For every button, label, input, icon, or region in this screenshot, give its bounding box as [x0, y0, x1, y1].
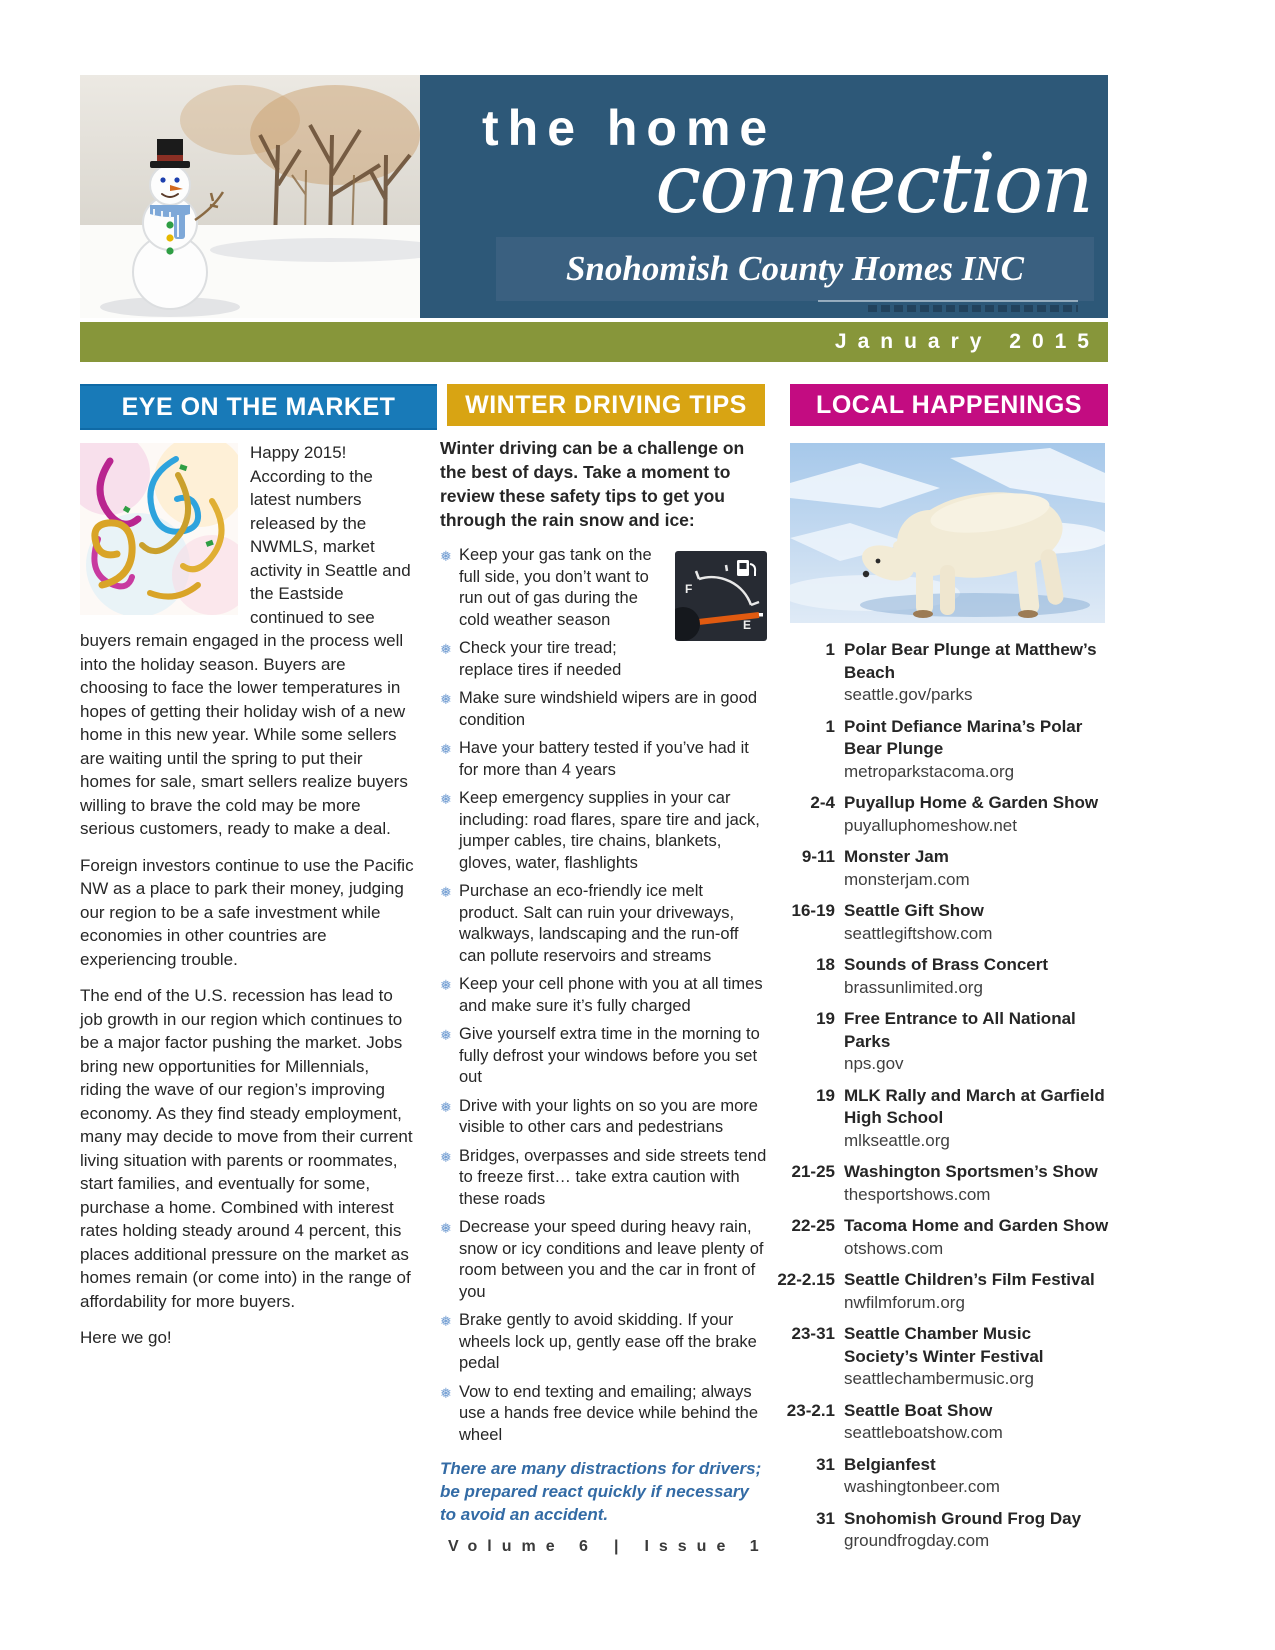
event-url: nps.gov	[844, 1054, 904, 1073]
event-row	[775, 1454, 1109, 1499]
event-title: Polar Bear Plunge at Matthew’s Beach	[844, 640, 1097, 682]
tip-item	[440, 1382, 767, 1447]
snowflake-icon: ❅	[440, 1098, 452, 1115]
event-row	[775, 792, 1109, 837]
event-row	[775, 900, 1109, 945]
tip-text: Bridges, overpasses and side streets tend to freeze first… take extra caution with these roads	[459, 1146, 767, 1208]
event-url: nwfilmforum.org	[844, 1292, 965, 1312]
tip-item	[440, 1024, 767, 1089]
company-banner	[496, 237, 1094, 301]
event-date: 23-31	[791, 1324, 835, 1343]
event-title: Puyallup Home & Garden Show	[844, 793, 1099, 812]
event-date: 22-2.15	[777, 1270, 835, 1289]
article-paragraph: Foreign investors continue to use the Pacific NW as a place to park their money, judging our region to be a safe investment while economies in other countries are experiencing trouble.	[80, 855, 414, 969]
event-row	[775, 1269, 1109, 1314]
snowflake-icon: ❅	[440, 884, 452, 900]
newsletter-title-line2: connection	[655, 137, 1092, 232]
svg-text:E: E	[743, 618, 752, 632]
snowflake-icon: ❅	[440, 1384, 452, 1401]
section-header-driving	[447, 384, 765, 426]
covered-logo-remnant	[868, 305, 1078, 312]
event-title: Free Entrance to All National Parks	[844, 1009, 1076, 1051]
section-header-market-label: EYE ON THE MARKET	[121, 392, 396, 421]
event-title: Sounds of Brass Concert	[844, 955, 1049, 974]
event-date: 19	[816, 1085, 835, 1105]
local-happenings	[775, 424, 1109, 1562]
snowflake-icon: ❅	[440, 791, 452, 807]
footer-volume: Volume 6	[448, 1538, 598, 1555]
tip-text: Decrease your speed during heavy rain, snow or icy conditions and leave plenty of room between you and the car in front of you	[459, 1218, 764, 1301]
snowflake-icon: ❅	[440, 691, 452, 707]
driving-intro: Winter driving can be a challenge on the best of days. Take a moment to review these safety tips to get you through the rain snow and ice:	[440, 438, 745, 530]
tip-text: Keep your cell phone with you at all times and make sure it’s fully charged	[459, 975, 763, 1015]
event-title: Point Defiance Marina’s Polar Bear Plunge	[844, 716, 1083, 758]
event-title: Belgianfest	[844, 1454, 936, 1474]
tip-item	[440, 1310, 767, 1375]
event-date: 2-4	[810, 793, 835, 812]
event-title: Washington Sportsmen’s Show	[844, 1162, 1098, 1181]
party-ribbons-photo	[80, 443, 238, 615]
event-date: 9-11	[801, 847, 835, 866]
event-url: seattleboatshow.com	[844, 1423, 1003, 1442]
event-row	[775, 1161, 1109, 1206]
section-header-happenings	[790, 384, 1108, 426]
footer-issue: Issue 1	[644, 1538, 769, 1555]
snowflake-icon: ❅	[440, 1027, 452, 1043]
event-date: 31	[816, 1508, 835, 1528]
article-paragraph: The end of the U.S. recession has lead to job growth in our region which continues to be a major factor pushing the market. Jobs bring new opportunities for Millennials, riding the wave of our region’s improving economy. As they find steady employment, many may decide to move from their current living situation with parents or roommates, start families, and eventually for some, purchase a home. Combined with interest rates holding steady around 4 percent, this places additional pressure on the market as homes remain (or come into) in the range of affordability for more buyers.	[80, 986, 413, 1311]
tip-text: Make sure windshield wipers are in good condition	[459, 689, 758, 729]
event-row	[775, 1008, 1109, 1076]
tip-text: Check your tire tread; replace tires if needed	[459, 639, 622, 679]
event-url: monsterjam.com	[844, 869, 970, 889]
tip-text: Vow to end texting and emailing; always use a hands free device while behind the wheel	[459, 1382, 759, 1444]
event-date: 1	[825, 716, 835, 736]
event-row	[775, 1215, 1109, 1260]
tip-item	[440, 1096, 767, 1139]
section-header-happenings-label: LOCAL HAPPENINGS	[816, 390, 1082, 419]
section-header-market	[80, 384, 437, 430]
snowflake-icon: ❅	[440, 548, 452, 564]
event-url: seattle.gov/parks	[844, 685, 973, 704]
banner-divider-line	[818, 300, 1078, 302]
event-row	[775, 954, 1109, 999]
event-url: thesportshows.com	[844, 1184, 991, 1204]
issue-date-bar	[80, 322, 1108, 362]
article-closing: Here we go!	[80, 1328, 172, 1347]
volume-issue-footer	[440, 1538, 767, 1556]
snowflake-icon: ❅	[440, 977, 452, 993]
tip-text: Purchase an eco-friendly ice melt product. Salt can ruin your driveways, walkways, landscaping and the run-off can pollute reservoirs and streams	[459, 882, 739, 965]
tip-item	[440, 545, 767, 631]
event-date: 19	[816, 1009, 835, 1028]
event-date: 21-25	[791, 1162, 835, 1181]
tip-item	[440, 738, 767, 781]
event-url: mlkseattle.org	[844, 1130, 950, 1150]
event-row	[775, 1400, 1109, 1445]
snowflake-icon: ❅	[440, 741, 452, 757]
snowflake-icon: ❅	[440, 641, 452, 657]
tip-item	[440, 881, 767, 967]
event-title: MLK Rally and March at Garfield High School	[844, 1085, 1105, 1127]
article-paragraph: Happy 2015! According to the latest numbers released by the NWMLS, market activity in Seattle and the Eastside continued to see buyers remain engaged in the process well into the holiday season. Buyers are choosing to face the lower temperatures in hopes of getting their holiday wish of a new home in this new year. While some sellers are waiting until the spring to put their homes for sale, smart sellers realize buyers willing to brave the cold may be more serious customers, ready to make a deal.	[80, 443, 411, 838]
tip-item	[440, 688, 767, 731]
event-title: Seattle Boat Show	[844, 1400, 993, 1420]
snowman-photo	[80, 75, 420, 318]
tip-text: Have your battery tested if you’ve had it for more than 4 years	[459, 739, 749, 779]
snowflake-icon: ❅	[440, 1148, 452, 1165]
event-title: Seattle Gift Show	[844, 901, 984, 920]
event-date: 31	[816, 1454, 835, 1474]
snowflake-icon: ❅	[440, 1220, 452, 1236]
event-title: Monster Jam	[844, 847, 949, 866]
driving-tips-article	[440, 436, 767, 1543]
snowflake-icon: ❅	[440, 1313, 452, 1329]
event-url: otshows.com	[844, 1238, 944, 1258]
event-row	[775, 639, 1109, 707]
event-url: puyalluphomeshow.net	[844, 815, 1017, 835]
events-list	[775, 639, 1109, 1553]
section-header-driving-label: WINTER DRIVING TIPS	[465, 390, 747, 419]
tip-item	[440, 974, 767, 1017]
market-article	[80, 441, 414, 1363]
driving-note: There are many distractions for drivers; be prepared react quickly if necessary to avoid an accident.	[440, 1459, 762, 1524]
event-row	[775, 716, 1109, 784]
event-row	[775, 1508, 1109, 1553]
event-row	[775, 1323, 1109, 1391]
tip-item	[440, 788, 767, 874]
event-date: 1	[825, 640, 835, 659]
event-url: seattlechambermusic.org	[844, 1369, 1034, 1388]
tip-text: Brake gently to avoid skidding. If your wheels lock up, gently ease off the brake pedal	[459, 1311, 757, 1372]
event-title: Seattle Children’s Film Festival	[844, 1270, 1095, 1289]
issue-date: January 2015	[834, 330, 1100, 353]
tip-item	[440, 1146, 767, 1211]
newsletter-title-line1: the home	[482, 100, 777, 156]
tip-item	[440, 638, 767, 681]
company-name: Snohomish County Homes INC	[565, 249, 1025, 288]
tip-item	[440, 1217, 767, 1303]
tip-text: Keep your gas tank on the full side, you don’t want to run out of gas during the cold weather season	[459, 546, 652, 629]
footer-separator: |	[613, 1538, 629, 1555]
event-url: groundfrogday.com	[844, 1531, 990, 1550]
masthead-banner	[420, 75, 1108, 318]
event-url: seattlegiftshow.com	[844, 923, 993, 943]
event-title: Seattle Chamber Music Society’s Winter Festival	[844, 1324, 1044, 1366]
event-row	[775, 846, 1109, 891]
event-date: 16-19	[791, 901, 835, 920]
event-title: Tacoma Home and Garden Show	[844, 1216, 1109, 1235]
tip-text: Give yourself extra time in the morning to fully defrost your windows before you set out	[459, 1025, 760, 1086]
event-row	[775, 1085, 1109, 1153]
svg-text:F: F	[685, 582, 693, 596]
event-title: Snohomish Ground Frog Day	[844, 1508, 1082, 1528]
event-url: metroparkstacoma.org	[844, 761, 1015, 781]
tip-text: Drive with your lights on so you are more visible to other cars and pedestrians	[459, 1096, 758, 1136]
event-url: brassunlimited.org	[844, 977, 983, 997]
event-date: 23-2.1	[786, 1400, 835, 1420]
event-date: 18	[816, 955, 835, 974]
event-date: 22-25	[791, 1216, 835, 1235]
polar-bear-photo	[790, 443, 1105, 623]
driving-tips-list	[440, 545, 767, 1446]
event-url: washingtonbeer.com	[844, 1477, 1000, 1496]
tip-text: Keep emergency supplies in your car including: road flares, spare tire and jack, jumper cables, tire chains, blankets, gloves, water, flashlights	[459, 789, 760, 872]
